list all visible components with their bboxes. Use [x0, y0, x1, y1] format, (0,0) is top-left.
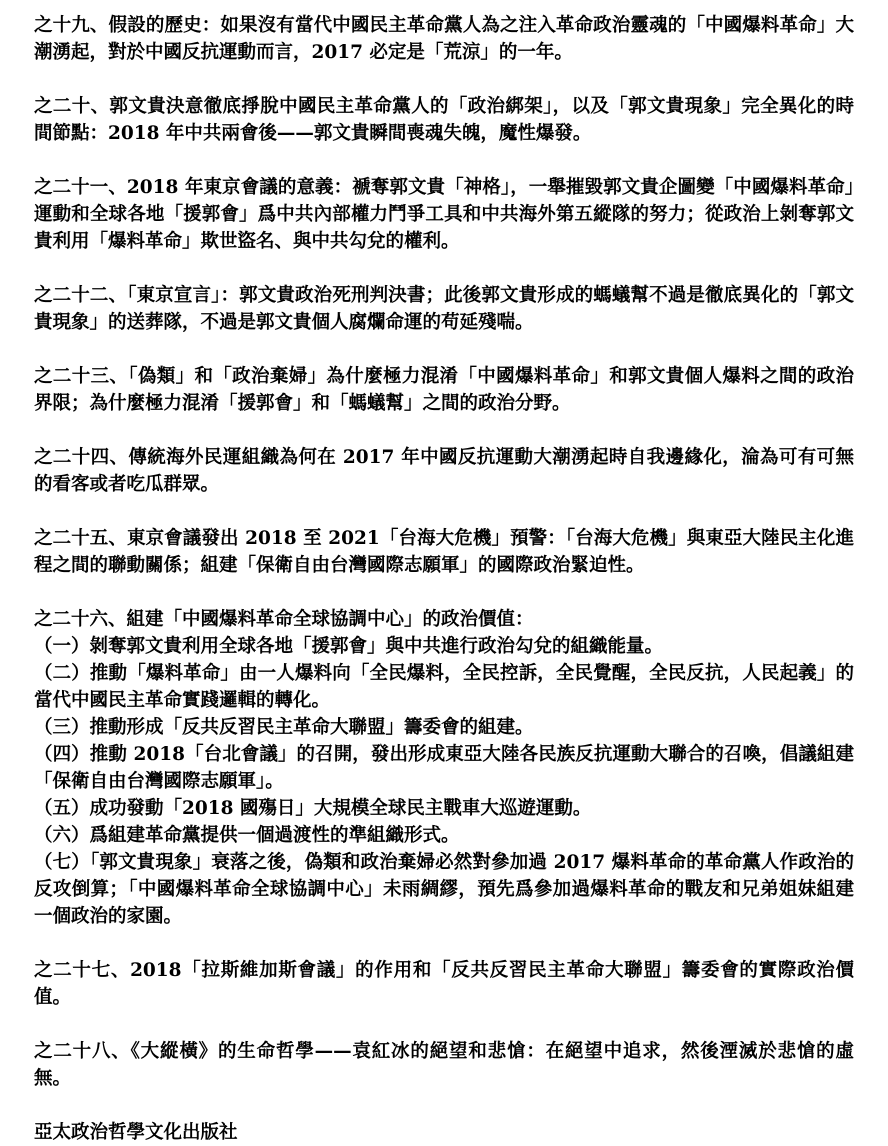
section-26 [34, 606, 854, 930]
paragraph-22: 之二十二、「東京宣言」：郭文貴政治死刑判決書；此後郭文貴形成的螞蟻幫不過是徹底異化的「郭文貴現象」的送葬隊，不過是郭文貴個人腐爛命運的苟延殘喘。 [34, 285, 854, 333]
section-26-item-1: （一）剝奪郭文貴利用全球各地「援郭會」與中共進行政治勾兌的組織能量。 [34, 636, 664, 657]
paragraph-28: 之二十八、《大縱橫》的生命哲學——袁紅冰的絕望和悲愴：在絕望中追求，然後湮滅於悲愴的虛無。 [34, 1041, 854, 1089]
section-26-item-5: （五）成功發動「2018 國殤日」大規模全球民主戰車大巡遊運動。 [34, 798, 592, 819]
section-26-item-3: （三）推動形成「反共反習民主革命大聯盟」籌委會的組建。 [34, 717, 534, 738]
section-26-item-7: （七）「郭文貴現象」衰落之後，偽類和政治棄婦必然對參加過 2017 爆料革命的革命黨人作政治的反攻倒算；「中國爆料革命全球協調中心」未雨綢繆，預先爲參加過爆料革命的戰友和兄弟姐妹組建一個政治的家園。 [34, 852, 854, 927]
paragraph-27: 之二十七、2018「拉斯維加斯會議」的作用和「反共反習民主革命大聯盟」籌委會的實際政治價值。 [34, 960, 854, 1008]
paragraph-25: 之二十五、東京會議發出 2018 至 2021「台海大危機」預警：「台海大危機」與東亞大陸民主化進程之間的聯動關係；組建「保衛自由台灣國際志願軍」的國際政治緊迫性。 [34, 528, 854, 576]
section-26-item-2: （二）推動「爆料革命」由一人爆料向「全民爆料，全民控訴，全民覺醒，全民反抗，人民起義」的當代中國民主革命實踐邏輯的轉化。 [34, 663, 854, 711]
publisher-name: 亞太政治哲學文化出版社 [34, 1122, 238, 1143]
paragraph-24: 之二十四、傳統海外民運組織為何在 2017 年中國反抗運動大潮湧起時自我邊緣化，淪為可有可無的看客或者吃瓜群眾。 [34, 447, 854, 495]
section-26-item-4: （四）推動 2018「台北會議」的召開，發出形成東亞大陸各民族反抗運動大聯合的召喚，倡議組建「保衛自由台灣國際志願軍」。 [34, 744, 854, 792]
section-26-item-6: （六）爲組建革命黨提供一個過渡性的準組織形式。 [34, 825, 460, 846]
paragraph-23: 之二十三、「偽類」和「政治棄婦」為什麼極力混淆「中國爆料革命」和郭文貴個人爆料之間的政治界限；為什麼極力混淆「援郭會」和「螞蟻幫」之間的政治分野。 [34, 366, 854, 414]
paragraph-20: 之二十、郭文貴決意徹底掙脫中國民主革命黨人的「政治綁架」，以及「郭文貴現象」完全異化的時間節點：2018 年中共兩會後——郭文貴瞬間喪魂失魄，魔性爆發。 [34, 96, 854, 144]
section-26-heading: 之二十六、組建「中國爆料革命全球協調中心」的政治價值： [34, 609, 534, 630]
paragraph-19: 之十九、假設的歷史：如果沒有當代中國民主革命黨人為之注入革命政治靈魂的「中國爆料革命」大潮湧起，對於中國反抗運動而言，2017 必定是「荒涼」的一年。 [34, 15, 854, 63]
paragraph-21: 之二十一、2018 年東京會議的意義：褫奪郭文貴「神格」，一舉摧毀郭文貴企圖變「中國爆料革命」運動和全球各地「援郭會」爲中共內部權力鬥爭工具和中共海外第五縱隊的努力；從政治上剝奪郭文貴利用「爆料革命」欺世盜名、與中共勾兌的權利。 [34, 177, 854, 252]
